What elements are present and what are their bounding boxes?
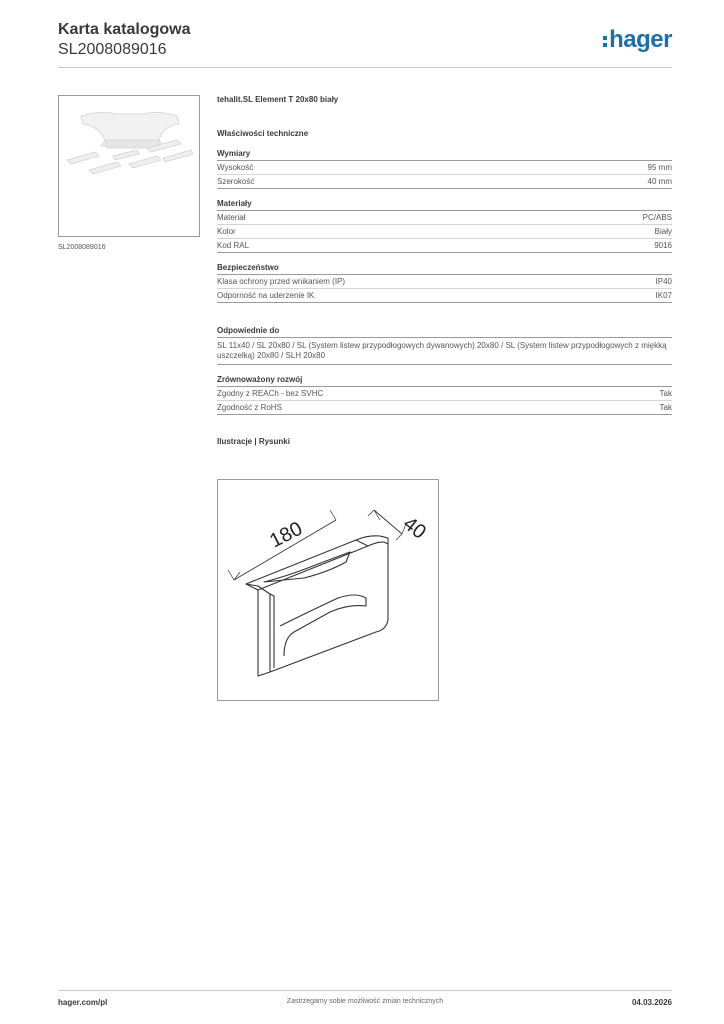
group-heading-sustainability: Zrównoważony rozwój [217,375,672,387]
document-title: Karta katalogowa [58,21,191,38]
table-row [217,275,672,289]
footer-date: 04.03.2026 [631,998,672,1007]
table-row [217,239,672,253]
dimension-length-label: 180 [266,517,307,553]
row-label: Szerokość [217,177,255,186]
document-code: SL2008089016 [58,41,167,58]
row-label: Kolor [217,227,236,236]
dimension-drawing [218,480,438,700]
hager-logo[interactable] [603,26,672,54]
row-value: Tak [659,403,672,412]
suitable-for-text: SL 11x40 / SL 20x80 / SL (System listew przypodłogowych dywanowych) 20x80 / SL (System listew przypodłogowych z miękką uszczelką) 20x80 / SLH 20x80 [217,338,672,365]
table-row [217,289,672,303]
row-value: 95 mm [647,163,672,172]
group-heading-suitable-for: Odpowiednie do [217,326,672,338]
product-details [217,95,672,446]
row-value: 40 mm [647,177,672,186]
photo-caption: SL2008089016 [58,244,106,251]
illustrations-heading: Ilustracje | Rysunki [217,437,290,446]
table-row [217,161,672,175]
row-label: Kod RAL [217,241,250,250]
product-photo [58,95,200,237]
row-label: Odporność na uderzenie IK [217,291,315,300]
row-value: IP40 [655,277,672,286]
technical-properties-heading: Właściwości techniczne [217,129,309,138]
footer-website-link[interactable]: hager.com/pl [58,998,108,1007]
technical-drawing [217,479,439,701]
product-name: tehalit.SL Element T 20x80 biały [217,95,339,104]
header-divider [58,67,672,68]
row-value: 9016 [654,241,672,250]
row-value: IK07 [655,291,672,300]
row-label: Zgodny z REACh - bez SVHC [217,389,324,398]
row-label: Zgodność z RoHS [217,403,282,412]
row-value: PC/ABS [642,213,672,222]
group-heading-materials: Materiały [217,199,672,211]
group-heading-dimensions: Wymiary [217,149,672,161]
product-photo-image [59,96,199,236]
group-heading-safety: Bezpieczeństwo [217,263,672,275]
row-value: Biały [654,227,672,236]
row-label: Wysokość [217,163,254,172]
row-value: Tak [659,389,672,398]
table-row [217,225,672,239]
footer-divider [58,990,672,991]
table-row [217,211,672,225]
row-label: Klasa ochrony przed wnikaniem (IP) [217,277,346,286]
footer-disclaimer: Zastrzegamy sobie możliwość zmian technicznych [286,998,444,1005]
table-row [217,387,672,401]
table-row [217,175,672,189]
row-label: Materiał [217,213,246,222]
page-header [58,20,672,60]
logo-dots-icon [603,36,607,47]
dimension-width-label: 40 [398,512,430,544]
logo-text: hager [609,26,672,53]
table-row [217,401,672,415]
